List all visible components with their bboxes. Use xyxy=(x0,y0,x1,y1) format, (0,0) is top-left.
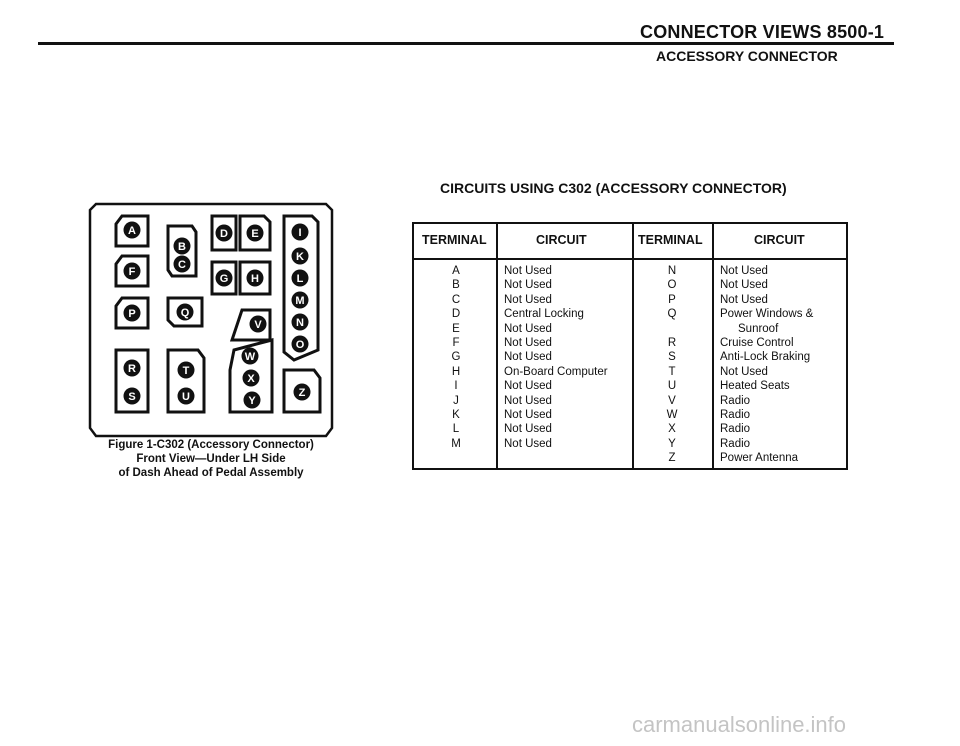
table-cell: Not Used xyxy=(504,351,552,364)
table-cell: Heated Seats xyxy=(720,380,790,393)
connector-face xyxy=(86,200,336,440)
table-cell: Anti-Lock Braking xyxy=(720,351,811,364)
table-cell: K xyxy=(452,409,460,421)
table-cell: I xyxy=(454,380,458,393)
column-divider xyxy=(496,224,498,468)
table-cell: Not Used xyxy=(720,293,768,306)
table-cell: J xyxy=(453,394,459,407)
table-heading: CIRCUITS USING C302 (ACCESSORY CONNECTOR) xyxy=(440,180,787,196)
table-cell: Not Used xyxy=(504,293,552,306)
table-cell: M xyxy=(451,437,461,450)
header-row-rule xyxy=(414,258,846,260)
table-cell: Cruise Control xyxy=(720,337,794,349)
connector-diagram xyxy=(86,200,336,440)
table-cell: B xyxy=(452,279,460,292)
table-cell: E xyxy=(452,322,460,335)
table-cell: Radio xyxy=(720,394,751,407)
table-cell: R xyxy=(667,337,677,349)
table-cell: D xyxy=(451,308,461,321)
table-cell: Z xyxy=(668,452,676,465)
figure-caption-line: of Dash Ahead of Pedal Assembly xyxy=(118,467,304,479)
figure-caption-line: Front View—Under LH Side xyxy=(136,453,286,465)
connector-pin-label: Z xyxy=(298,387,306,399)
table-cell: H xyxy=(451,365,461,378)
table-cell: T xyxy=(668,365,676,378)
connector-pin-label: I xyxy=(298,227,302,239)
table-cell: P xyxy=(668,293,676,306)
circuit-table xyxy=(412,222,848,470)
table-cell: Not Used xyxy=(504,279,552,292)
figure-caption xyxy=(80,438,342,480)
connector-pin-label: S xyxy=(128,391,136,403)
table-cell: Power Antenna xyxy=(720,452,799,465)
connector-pin-label: N xyxy=(296,317,304,329)
connector-pin-label: M xyxy=(295,295,305,307)
header-rule xyxy=(38,42,894,45)
connector-pin-label: E xyxy=(251,228,259,240)
table-cell: S xyxy=(668,351,676,364)
column-header-terminal: TERMINAL xyxy=(422,233,487,247)
table-cell: Not Used xyxy=(504,394,552,407)
connector-pin-label: V xyxy=(254,319,262,331)
connector-pin-label: H xyxy=(251,273,259,285)
table-cell: C xyxy=(451,293,461,306)
section-subtitle: ACCESSORY CONNECTOR xyxy=(656,48,838,64)
table-cell: Not Used xyxy=(720,365,768,378)
column-header-circuit: CIRCUIT xyxy=(754,233,805,247)
table-cell: Not Used xyxy=(720,279,768,292)
table-cell: Not Used xyxy=(504,337,552,349)
connector-pin-label: U xyxy=(182,391,190,403)
table-cell: Radio xyxy=(720,423,751,436)
table-cell: Not Used xyxy=(504,265,552,277)
column-divider xyxy=(712,224,714,468)
table-cell: W xyxy=(666,409,678,421)
connector-pin-label: W xyxy=(244,351,256,363)
table-cell: Radio xyxy=(720,437,751,450)
connector-pin-label: C xyxy=(178,259,186,271)
connector-pin-label: L xyxy=(296,273,304,285)
column-header-circuit: CIRCUIT xyxy=(536,233,587,247)
connector-pin-label: A xyxy=(128,225,136,237)
table-cell: Q xyxy=(667,308,677,321)
table-cell: Not Used xyxy=(504,423,552,436)
table-cell: Radio xyxy=(720,409,751,421)
table-cell: Not Used xyxy=(720,265,768,277)
table-cell: X xyxy=(668,423,676,436)
connector-pin-label: X xyxy=(247,373,255,385)
table-cell: N xyxy=(667,265,677,277)
connector-pin-label: T xyxy=(182,365,190,377)
connector-pin-label: D xyxy=(220,228,228,240)
table-cell: Sunroof xyxy=(738,322,779,335)
table-cell: Not Used xyxy=(504,380,552,393)
page-title: CONNECTOR VIEWS 8500-1 xyxy=(640,22,885,42)
table-cell: Central Locking xyxy=(504,308,584,321)
connector-pin-label: R xyxy=(128,363,136,375)
connector-pin-label: B xyxy=(178,241,186,253)
column-header-terminal: TERMINAL xyxy=(638,233,703,247)
table-cell: L xyxy=(452,423,460,436)
figure-caption-line: Figure 1-C302 (Accessory Connector) xyxy=(108,439,314,451)
connector-pin-label: P xyxy=(128,308,136,320)
table-cell: On-Board Computer xyxy=(504,365,608,378)
table-cell: A xyxy=(452,265,460,277)
connector-pin-label: F xyxy=(128,266,136,278)
table-cell: Not Used xyxy=(504,322,552,335)
table-cell: F xyxy=(452,337,460,349)
table-cell: U xyxy=(667,380,677,393)
connector-pin-label: G xyxy=(219,273,229,285)
table-cell: Not Used xyxy=(504,437,552,450)
watermark: carmanualsonline.info xyxy=(632,712,847,737)
connector-pin-label: K xyxy=(296,251,304,263)
table-cell: Power Windows & xyxy=(720,308,814,321)
connector-pin-label: Y xyxy=(248,395,256,407)
connector-pin-label: O xyxy=(295,339,305,351)
table-cell: G xyxy=(451,351,461,364)
table-cell: Y xyxy=(668,437,676,450)
table-cell: O xyxy=(667,279,677,292)
table-cell: V xyxy=(668,394,676,407)
connector-pin-label: Q xyxy=(180,307,190,319)
table-cell: Not Used xyxy=(504,409,552,421)
